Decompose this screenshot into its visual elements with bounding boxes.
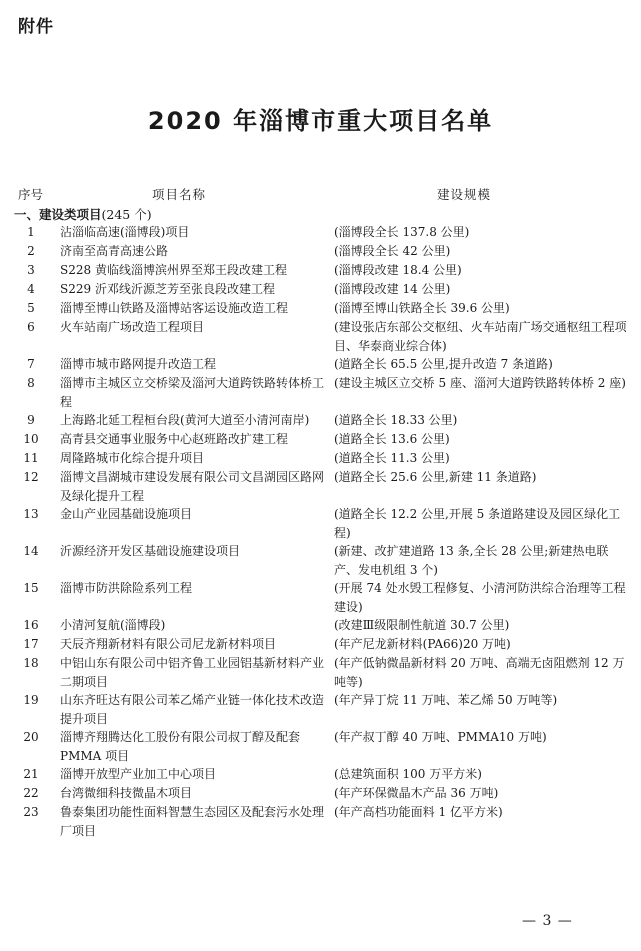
project-name: 小清河复航(淄博段) — [60, 618, 166, 632]
row-number: 17 — [23, 637, 39, 651]
section-count: (245 个) — [101, 207, 152, 222]
project-name: 高青县交通事业服务中心赵班路改扩建工程 — [60, 432, 289, 446]
table-row — [0, 803, 641, 840]
project-scale: (建设主城区立交桥 5 座、淄河大道跨铁路转体桥 2 座) — [334, 376, 626, 390]
project-name: 上海路北延工程桓台段(黄河大道至小清河南岸) — [60, 413, 310, 427]
table-row — [0, 261, 641, 280]
project-scale: (道路全长 11.3 公里) — [334, 451, 450, 465]
row-number: 9 — [27, 413, 35, 427]
table-row — [0, 299, 641, 318]
project-name: 天辰齐翔新材料有限公司尼龙新材料项目 — [60, 637, 277, 651]
row-number: 23 — [23, 805, 39, 819]
table-row — [0, 728, 641, 765]
row-number: 21 — [23, 767, 39, 781]
row-number: 1 — [27, 225, 35, 239]
project-name: 济南至高青高速公路 — [60, 244, 169, 258]
project-scale: (年产异丁烷 11 万吨、苯乙烯 50 万吨等) — [334, 693, 558, 707]
row-number: 20 — [23, 730, 39, 744]
table-row — [0, 765, 641, 784]
project-scale: (年产尼龙新材料(PA66)20 万吨) — [334, 637, 511, 651]
project-scale: (建设张店东部公交枢纽、火车站南广场交通枢纽工程项目、华泰商业综合体) — [334, 320, 627, 353]
table-row — [0, 242, 641, 261]
project-scale: (开展 74 处水毁工程修复、小清河防洪综合治理等工程建设) — [334, 581, 626, 614]
project-scale: (淄博段全长 137.8 公里) — [334, 225, 470, 239]
project-name: 淄博市城市路网提升改造工程 — [60, 357, 217, 371]
row-number: 5 — [27, 301, 35, 315]
column-header-name: 项目名称 — [152, 187, 207, 202]
row-number: 10 — [23, 432, 39, 446]
project-name: S228 黄临线淄博滨州界至郑王段改建工程 — [60, 263, 287, 277]
row-number: 15 — [23, 581, 39, 595]
table-row — [0, 449, 641, 468]
project-scale: (年产高档功能面料 1 亿平方米) — [334, 805, 503, 819]
row-number: 11 — [23, 451, 39, 465]
project-scale: (年产叔丁醇 40 万吨、PMMA10 万吨) — [334, 730, 547, 744]
project-scale: (总建筑面积 100 万平方米) — [334, 767, 482, 781]
row-number: 12 — [23, 470, 39, 484]
project-scale: (改建Ⅲ级限制性航道 30.7 公里) — [334, 618, 510, 632]
table-row — [0, 223, 641, 242]
section-label: 一、建设类项目 — [14, 207, 102, 222]
project-name: 淄博文昌湖城市建设发展有限公司文昌湖园区路网及绿化提升工程 — [60, 470, 325, 503]
row-number: 8 — [27, 376, 35, 390]
row-number: 2 — [27, 244, 35, 258]
project-name: 沂源经济开发区基础设施建设项目 — [60, 544, 241, 558]
project-scale: (年产低钠微晶新材料 20 万吨、高端无卤阻燃剂 12 万吨等) — [334, 656, 625, 689]
table-row — [0, 579, 641, 616]
project-scale: (道路全长 13.6 公里) — [334, 432, 450, 446]
project-name: 鲁泰集团功能性面料智慧生态园区及配套污水处理厂项目 — [60, 805, 325, 838]
row-number: 4 — [27, 282, 35, 296]
column-header-scale: 建设规模 — [437, 187, 492, 202]
table-row — [0, 355, 641, 374]
project-name: 淄博齐翔腾达化工股份有限公司叔丁醇及配套 PMMA 项目 — [60, 730, 301, 763]
table-row — [0, 280, 641, 299]
table-row — [0, 542, 641, 579]
project-scale: (淄博至博山铁路全长 39.6 公里) — [334, 301, 510, 315]
project-name: 周隆路城市化综合提升项目 — [60, 451, 205, 465]
row-number: 22 — [23, 786, 39, 800]
table-row — [0, 374, 641, 411]
project-scale: (道路全长 25.6 公里,新建 11 条道路) — [334, 470, 537, 484]
project-name: S229 沂邓线沂源芝芳至张良段改建工程 — [60, 282, 275, 296]
project-scale: (淄博段全长 42 公里) — [334, 244, 451, 258]
row-number: 13 — [23, 507, 39, 521]
project-name: 淄博开放型产业加工中心项目 — [60, 767, 217, 781]
table-row — [0, 505, 641, 542]
project-scale: (淄博段改建 14 公里) — [334, 282, 451, 296]
table-row — [0, 784, 641, 803]
project-scale: (新建、改扩建道路 13 条,全长 28 公里;新建热电联产、发电机组 3 个) — [334, 544, 609, 577]
project-name: 金山产业园基础设施项目 — [60, 507, 193, 521]
project-scale: (年产环保微晶木产品 36 万吨) — [334, 786, 499, 800]
page-number: — 3 — — [522, 913, 573, 929]
project-name: 中铝山东有限公司中铝齐鲁工业园铝基新材料产业二期项目 — [60, 656, 325, 689]
project-name: 台湾微细科技微晶木项目 — [60, 786, 193, 800]
row-number: 18 — [23, 656, 39, 670]
project-name: 沾淄临高速(淄博段)项目 — [60, 225, 190, 239]
row-number: 19 — [23, 693, 39, 707]
table-row — [0, 318, 641, 355]
row-number: 7 — [27, 357, 35, 371]
table-row — [0, 654, 641, 691]
project-scale: (道路全长 12.2 公里,开展 5 条道路建设及园区绿化工程) — [334, 507, 621, 540]
row-number: 16 — [23, 618, 39, 632]
column-header-no: 序号 — [18, 187, 44, 202]
document-title: 2020 年淄博市重大项目名单 — [147, 107, 494, 135]
project-name: 火车站南广场改造工程项目 — [60, 320, 205, 334]
table-row — [0, 430, 641, 449]
table-row — [0, 691, 641, 728]
project-name: 淄博市防洪除险系列工程 — [60, 581, 193, 595]
row-number: 6 — [27, 320, 35, 334]
section-title — [14, 205, 152, 223]
project-list — [0, 223, 641, 840]
table-row — [0, 411, 641, 430]
table-row — [0, 635, 641, 654]
attachment-label: 附件 — [18, 17, 54, 37]
table-row — [0, 616, 641, 635]
project-name: 淄博至博山铁路及淄博站客运设施改造工程 — [60, 301, 289, 315]
project-scale: (道路全长 65.5 公里,提升改造 7 条道路) — [334, 357, 553, 371]
row-number: 3 — [27, 263, 35, 277]
row-number: 14 — [23, 544, 39, 558]
project-name: 淄博市主城区立交桥梁及淄河大道跨铁路转体桥工程 — [60, 376, 325, 409]
table-row — [0, 468, 641, 505]
project-scale: (道路全长 18.33 公里) — [334, 413, 458, 427]
project-scale: (淄博段改建 18.4 公里) — [334, 263, 462, 277]
project-name: 山东齐旺达有限公司苯乙烯产业链一体化技术改造提升项目 — [60, 693, 325, 726]
